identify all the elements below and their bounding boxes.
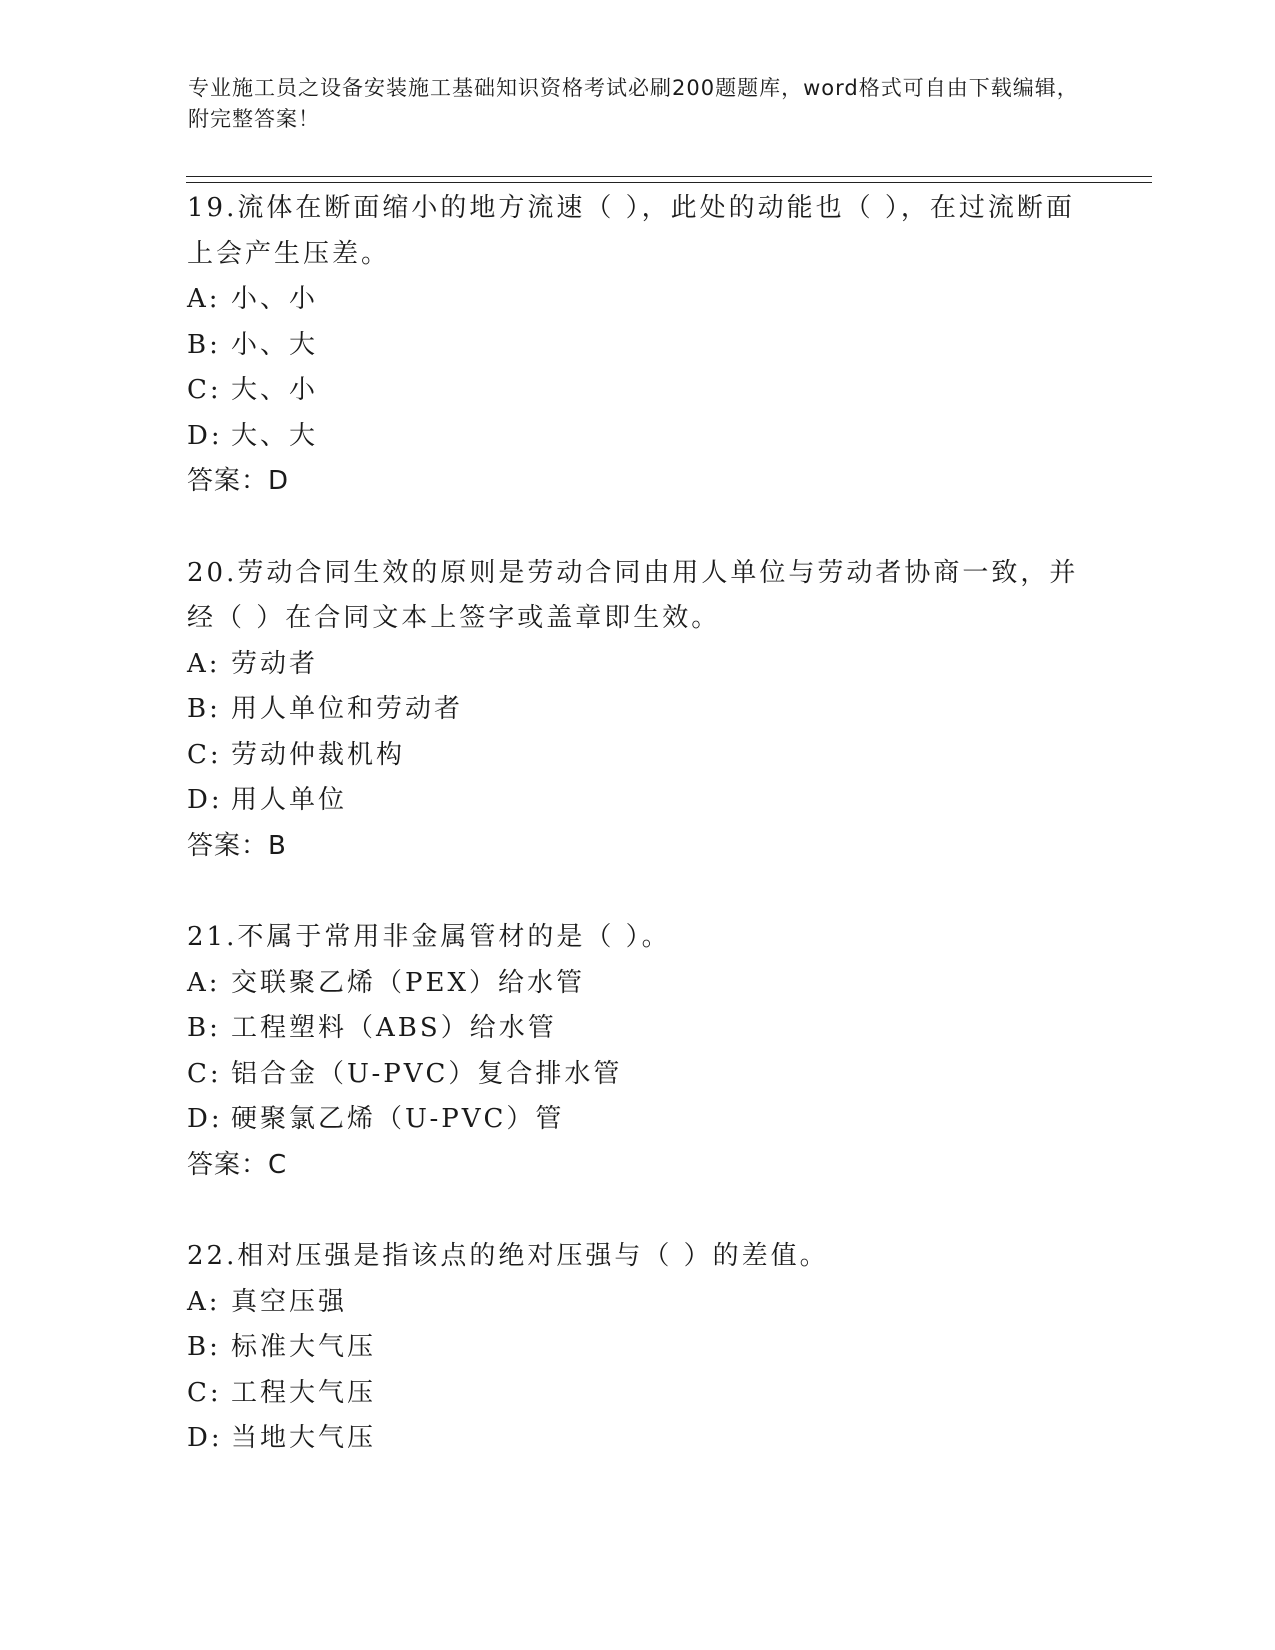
option-text: 交联聚乙烯（PEX）给水管 [231,967,585,998]
option-text: 硬聚氯乙烯（U-PVC）管 [231,1104,565,1134]
option-text: 大、大 [231,420,319,451]
header-divider-bottom [186,182,1152,183]
option-text: 真空压强 [231,1286,348,1317]
option-letter: C: [187,375,222,405]
option-letter: A: [187,1286,221,1317]
option-letter: A: [187,284,221,314]
option-c [187,1052,1087,1098]
option-d [187,414,1087,460]
option-a [187,1280,1087,1326]
question-21 [187,915,1087,1188]
question-list [187,186,1087,1508]
document-intro: 专业施工员之设备安装施工基础知识资格考试必刷200题题库，word格式可自由下载编辑，附完整答案！ [188,76,1079,131]
question-stem: 19.流体在断面缩小的地方流速（ ），此处的动能也（ ），在过流断面上会产生压差。 [187,193,1075,269]
question-19 [187,186,1087,505]
option-letter: A: [187,648,221,679]
answer-key: 答案：B [187,830,287,861]
option-text: 铝合金（U-PVC）复合排水管 [231,1058,623,1089]
option-letter: D: [187,420,223,451]
option-c [187,1371,1087,1417]
option-letter: B: [187,329,221,360]
header-divider-top [186,176,1152,177]
option-letter: B: [187,1013,221,1043]
option-c [187,368,1087,414]
option-text: 当地大气压 [231,1423,377,1453]
option-c [187,733,1087,779]
option-d [187,778,1087,824]
option-letter: C: [187,1058,222,1089]
option-a [187,277,1087,323]
option-text: 大、小 [231,375,319,405]
option-b [187,1325,1087,1371]
option-text: 小、大 [231,329,319,360]
option-letter: D: [187,785,223,815]
option-text: 劳动者 [231,648,319,679]
question-stem: 21.不属于常用非金属管材的是（ ）。 [187,922,671,952]
option-b [187,323,1087,369]
option-letter: D: [187,1423,223,1453]
option-a [187,642,1087,688]
answer-key: 答案：C [187,1149,288,1180]
option-text: 用人单位和劳动者 [231,694,464,724]
option-letter: A: [187,967,221,998]
option-a [187,961,1087,1007]
option-text: 用人单位 [231,785,348,815]
question-stem: 20.劳动合同生效的原则是劳动合同由用人单位与劳动者协商一致，并经（ ）在合同文本上签字或盖章即生效。 [187,557,1079,633]
option-letter: C: [187,1377,222,1408]
option-text: 小、小 [231,284,319,314]
option-letter: B: [187,694,221,724]
option-b [187,1006,1087,1052]
option-text: 工程塑料（ABS）给水管 [231,1013,557,1043]
option-text: 工程大气压 [231,1377,377,1408]
question-stem: 22.相对压强是指该点的绝对压强与（ ）的差值。 [187,1241,829,1271]
option-letter: C: [187,739,222,770]
answer-key: 答案：D [187,466,290,496]
question-22 [187,1234,1087,1462]
option-text: 标准大气压 [231,1332,377,1362]
option-b [187,687,1087,733]
question-20 [187,551,1087,870]
option-d [187,1097,1087,1143]
option-letter: D: [187,1104,223,1134]
option-text: 劳动仲裁机构 [231,739,406,770]
option-d [187,1416,1087,1462]
option-letter: B: [187,1332,221,1362]
